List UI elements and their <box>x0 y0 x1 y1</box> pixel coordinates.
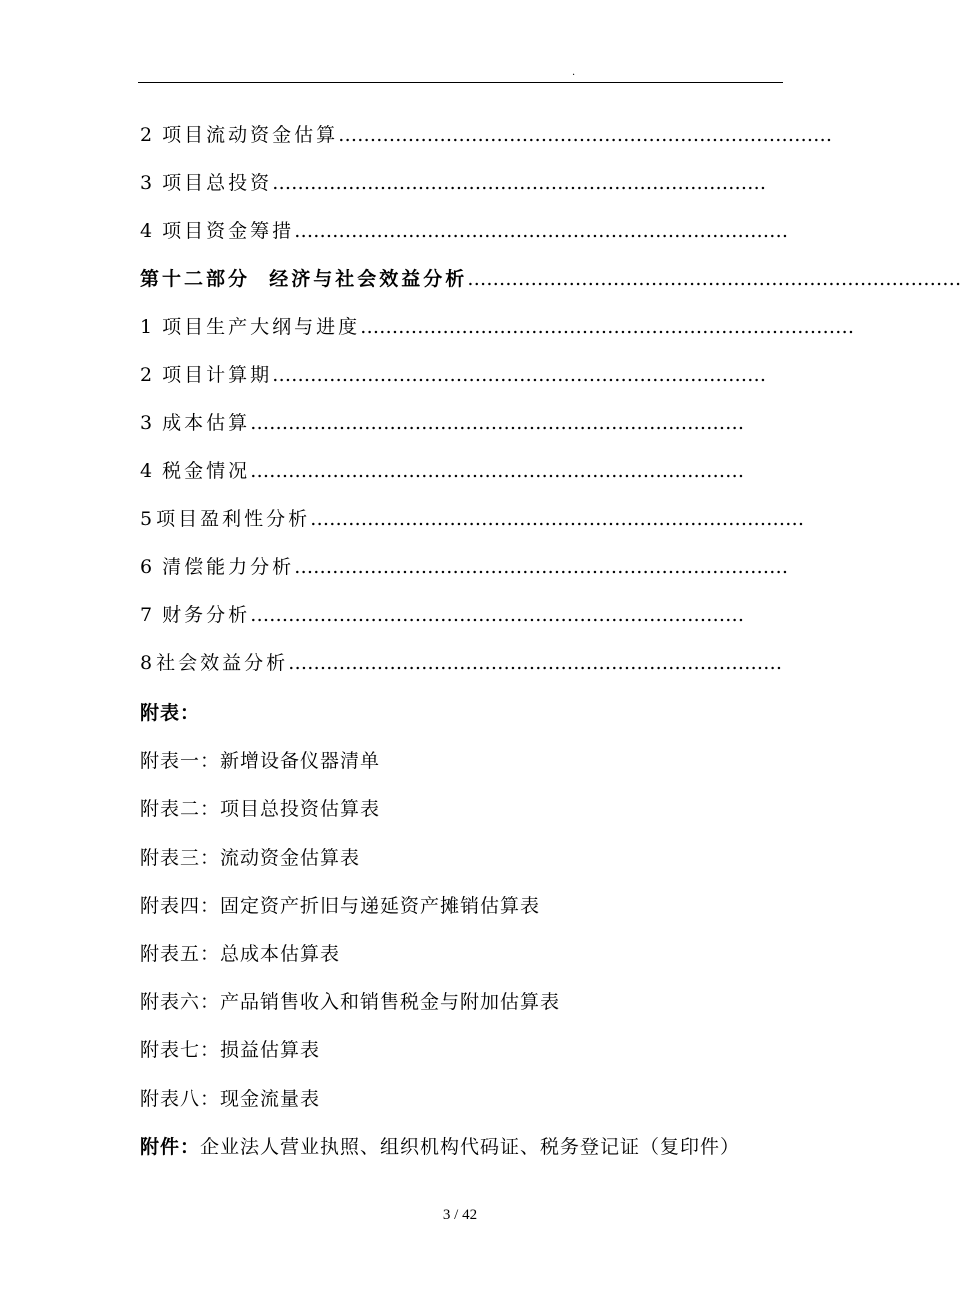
appendix-table-label: 附表五： <box>140 943 221 965</box>
toc-entry <box>140 314 855 340</box>
toc-title: 项目资金筹措 <box>162 220 295 242</box>
toc-number: 6 <box>140 556 153 578</box>
toc-title: 财务分析 <box>162 604 251 626</box>
toc-leader: …………………………………………………………………… <box>467 268 961 290</box>
toc-section-heading <box>140 266 961 292</box>
appendix-table-label: 附表一： <box>140 750 221 772</box>
toc-number: 8 <box>140 652 153 674</box>
toc-entry <box>140 362 780 388</box>
toc-title: 项目生产大纲与进度 <box>162 316 361 338</box>
toc-entry <box>140 122 833 148</box>
toc-number: 3 <box>140 172 153 194</box>
toc-entry <box>140 170 780 196</box>
toc-leader: …………………………………………………………………… <box>360 316 855 338</box>
toc-leader: …………………………………………………………………… <box>272 172 767 194</box>
toc-entry <box>140 458 780 484</box>
toc-number: 4 <box>140 220 153 242</box>
appendix-table-title: 固定资产折旧与递延资产摊销估算表 <box>220 895 541 917</box>
toc-number: 2 <box>140 364 153 386</box>
toc-entry <box>140 602 780 628</box>
toc-number: 5 <box>140 508 153 530</box>
appendix-heading <box>140 700 200 726</box>
toc-number: 1 <box>140 316 153 338</box>
toc-leader: …………………………………………………………………… <box>294 556 789 578</box>
toc-entry <box>140 218 789 244</box>
appendix-table-item <box>140 748 380 774</box>
toc-title: 社会效益分析 <box>156 652 289 674</box>
toc-leader: …………………………………………………………………… <box>310 508 805 530</box>
header-rule <box>138 82 783 83</box>
toc-leader: …………………………………………………………………… <box>272 364 767 386</box>
toc-title: 税金情况 <box>162 460 251 482</box>
appendix-table-item <box>140 1086 320 1112</box>
toc-title: 项目流动资金估算 <box>162 124 339 146</box>
toc-title: 项目总投资 <box>162 172 273 194</box>
attachments-label: 附件： <box>140 1136 201 1158</box>
toc-leader: …………………………………………………………………… <box>250 412 745 434</box>
appendix-table-label: 附表七： <box>140 1039 221 1061</box>
toc-leader: …………………………………………………………………… <box>250 460 745 482</box>
appendix-table-title: 总成本估算表 <box>220 943 341 965</box>
appendix-table-item <box>140 1037 320 1063</box>
toc-entry <box>140 650 783 676</box>
appendix-table-title: 流动资金估算表 <box>220 847 361 869</box>
appendix-table-label: 附表四： <box>140 895 221 917</box>
page-number: 3 / 42 <box>442 1207 478 1223</box>
appendix-table-label: 附表六： <box>140 991 221 1013</box>
toc-title: 成本估算 <box>162 412 251 434</box>
appendix-table-label: 附表二： <box>140 798 221 820</box>
appendix-table-item <box>140 989 560 1015</box>
appendix-table-title: 新增设备仪器清单 <box>220 750 381 772</box>
toc-number: 3 <box>140 412 153 434</box>
toc-title: 项目盈利性分析 <box>156 508 311 530</box>
appendix-table-item <box>140 941 340 967</box>
toc-leader: …………………………………………………………………… <box>250 604 745 626</box>
header-mark: . <box>572 67 576 78</box>
toc-entry <box>140 410 780 436</box>
toc-number: 2 <box>140 124 153 146</box>
toc-title: 项目计算期 <box>162 364 273 386</box>
appendix-table-label: 附表八： <box>140 1088 221 1110</box>
attachments-line <box>140 1134 740 1160</box>
toc-number: 7 <box>140 604 153 626</box>
appendix-table-title: 产品销售收入和销售税金与附加估算表 <box>220 991 561 1013</box>
attachments-text: 企业法人营业执照、组织机构代码证、税务登记证（复印件） <box>200 1136 741 1158</box>
toc-entry <box>140 506 805 532</box>
toc-number: 4 <box>140 460 153 482</box>
toc-section-title: 第十二部分 经济与社会效益分析 <box>140 268 468 290</box>
appendix-table-title: 损益估算表 <box>220 1039 321 1061</box>
appendix-table-label: 附表三： <box>140 847 221 869</box>
appendix-table-title: 现金流量表 <box>220 1088 321 1110</box>
toc-leader: …………………………………………………………………… <box>294 220 789 242</box>
toc-title: 清偿能力分析 <box>162 556 295 578</box>
appendix-table-item <box>140 796 380 822</box>
appendix-heading-label: 附表： <box>140 702 201 724</box>
appendix-table-item <box>140 893 540 919</box>
toc-leader: …………………………………………………………………… <box>338 124 833 146</box>
appendix-table-title: 项目总投资估算表 <box>220 798 381 820</box>
toc-leader: …………………………………………………………………… <box>288 652 783 674</box>
appendix-table-item <box>140 845 360 871</box>
toc-entry <box>140 554 789 580</box>
